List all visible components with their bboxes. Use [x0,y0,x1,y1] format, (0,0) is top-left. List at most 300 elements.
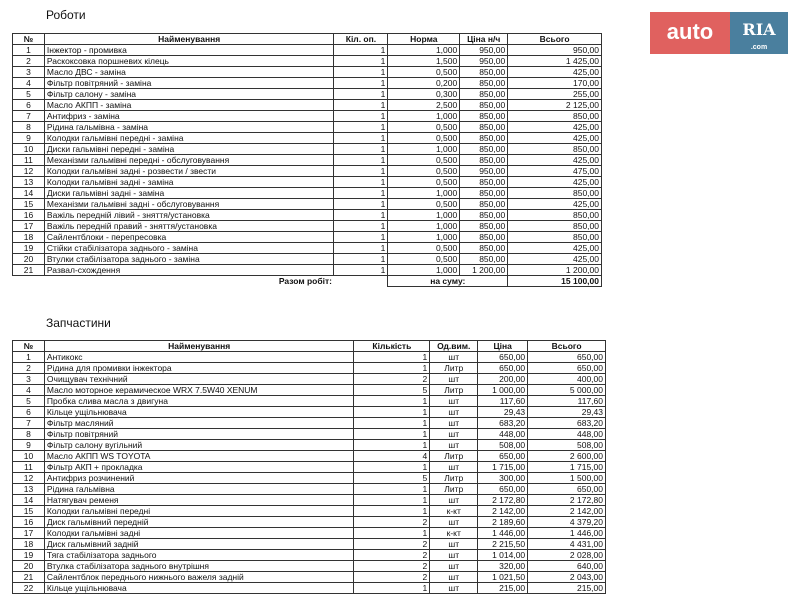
parts-cell: 7 [13,418,45,429]
parts-cell: 2 043,00 [528,572,606,583]
parts-cell: Литр [430,484,478,495]
parts-header-row [13,341,606,352]
parts-cell: к-кт [430,506,478,517]
parts-cell: Тяга стабілізатора заднього [44,550,354,561]
parts-cell: Колодки гальмівні передні [44,506,354,517]
works-cell: Сайлентблоки - перепресовка [44,232,334,243]
works-col-norm: Норма [388,34,460,45]
works-cell: 1 [334,111,388,122]
parts-cell: 6 [13,407,45,418]
parts-cell: 3 [13,374,45,385]
parts-cell: 1 [354,418,430,429]
works-table-row [13,122,602,133]
parts-cell: шт [430,517,478,528]
works-cell: 16 [13,210,45,221]
works-table-row [13,89,602,100]
works-cell: 425,00 [508,199,602,210]
parts-cell: Фільтр АКП + прокладка [44,462,354,473]
works-cell: 1 [334,188,388,199]
parts-table-row [13,517,606,528]
works-table-row [13,45,602,56]
works-cell: Стійки стабілізатора заднього - заміна [44,243,334,254]
works-table-row [13,111,602,122]
parts-table [12,340,606,594]
parts-table-row [13,418,606,429]
parts-cell: 1 [354,506,430,517]
parts-cell: 508,00 [528,440,606,451]
parts-cell: 18 [13,539,45,550]
parts-cell: 2 600,00 [528,451,606,462]
parts-cell: 650,00 [478,352,528,363]
parts-cell: 16 [13,517,45,528]
works-cell: Антифриз - заміна [44,111,334,122]
works-table [12,33,602,287]
works-cell: 1 [334,67,388,78]
works-cell: 425,00 [508,254,602,265]
parts-cell: 1 [354,407,430,418]
parts-cell: Литр [430,473,478,484]
works-cell: 850,00 [460,232,508,243]
parts-cell: Втулка стабілізатора заднього внутрішня [44,561,354,572]
works-cell: 8 [13,122,45,133]
parts-cell: 117,60 [528,396,606,407]
parts-cell: 22 [13,583,45,594]
parts-col-quantity: Кількість [354,341,430,352]
parts-cell: шт [430,396,478,407]
parts-cell: 1 [354,528,430,539]
parts-cell: шт [430,583,478,594]
works-cell: 1 [334,45,388,56]
parts-cell: 4 [13,385,45,396]
parts-cell: 300,00 [478,473,528,484]
works-cell: 0,300 [388,89,460,100]
parts-cell: 1 [354,583,430,594]
works-cell: 1,000 [388,144,460,155]
works-cell: 1 [334,89,388,100]
parts-cell: 2 142,00 [528,506,606,517]
works-cell: 0,500 [388,67,460,78]
works-cell: 425,00 [508,155,602,166]
parts-table-row [13,374,606,385]
parts-cell: 4 379,20 [528,517,606,528]
works-table-row [13,177,602,188]
parts-cell: 20 [13,561,45,572]
works-cell: 850,00 [460,122,508,133]
parts-table-row [13,550,606,561]
parts-cell: 2 172,80 [528,495,606,506]
works-cell: 850,00 [460,133,508,144]
parts-table-row [13,352,606,363]
parts-cell: шт [430,561,478,572]
parts-cell: 448,00 [478,429,528,440]
works-cell: 850,00 [508,221,602,232]
works-table-row [13,243,602,254]
parts-cell: 448,00 [528,429,606,440]
parts-cell: 14 [13,495,45,506]
works-cell: Колодки гальмівні задні - заміна [44,177,334,188]
parts-cell: 1 446,00 [528,528,606,539]
parts-cell: 12 [13,473,45,484]
works-cell: 11 [13,155,45,166]
works-cell: 850,00 [460,210,508,221]
parts-cell: шт [430,374,478,385]
parts-cell: 15 [13,506,45,517]
parts-cell: Пробка слива масла з двигуна [44,396,354,407]
works-table-row [13,166,602,177]
works-col-name: Найменування [44,34,334,45]
works-cell: 0,500 [388,177,460,188]
works-cell: 170,00 [508,78,602,89]
works-cell: Механізми гальмівні передні - обслуговування [44,155,334,166]
works-cell: Масло АКПП - заміна [44,100,334,111]
parts-cell: 13 [13,484,45,495]
parts-cell: 1 446,00 [478,528,528,539]
works-cell: 1 [334,254,388,265]
parts-col-total: Всього [528,341,606,352]
works-cell: Колодки гальмівні задні - розвести / звести [44,166,334,177]
works-cell: 850,00 [508,232,602,243]
works-cell: 1,000 [388,210,460,221]
works-cell: 850,00 [460,155,508,166]
works-cell: 2 125,00 [508,100,602,111]
works-cell: 14 [13,188,45,199]
parts-cell: 2 [354,561,430,572]
parts-cell: шт [430,429,478,440]
works-cell: 1 [334,56,388,67]
parts-cell: 11 [13,462,45,473]
parts-cell: шт [430,462,478,473]
parts-cell: 2 172,80 [478,495,528,506]
parts-table-row [13,363,606,374]
parts-cell: 29,43 [478,407,528,418]
parts-cell: 650,00 [478,363,528,374]
parts-cell: 2 [354,374,430,385]
parts-cell: 5 000,00 [528,385,606,396]
works-cell: 850,00 [460,254,508,265]
parts-cell: 508,00 [478,440,528,451]
works-cell: 1 200,00 [460,265,508,276]
works-cell: 850,00 [460,243,508,254]
works-col-hour-price: Ціна н/ч [460,34,508,45]
works-cell: 1 [334,78,388,89]
works-cell: Важіль передній лівий - зняття/установка [44,210,334,221]
parts-cell: 650,00 [528,352,606,363]
works-table-row [13,232,602,243]
parts-cell: 215,00 [528,583,606,594]
works-table-row [13,67,602,78]
parts-cell: 1 [354,484,430,495]
parts-cell: 1 [354,363,430,374]
works-cell: 1,000 [388,221,460,232]
works-cell: 425,00 [508,122,602,133]
works-cell: 21 [13,265,45,276]
parts-cell: 2 [354,539,430,550]
parts-cell: 2 [354,550,430,561]
parts-cell: 9 [13,440,45,451]
parts-cell: 21 [13,572,45,583]
parts-cell: шт [430,495,478,506]
parts-cell: 640,00 [528,561,606,572]
parts-cell: 8 [13,429,45,440]
works-cell: Фільтр повітряний - заміна [44,78,334,89]
works-cell: 850,00 [508,188,602,199]
works-cell: 850,00 [460,188,508,199]
parts-cell: Кільце ущільнювача [44,583,354,594]
works-cell: 1 [334,177,388,188]
works-cell: 0,500 [388,243,460,254]
parts-cell: 1 715,00 [478,462,528,473]
parts-cell: Литр [430,363,478,374]
logo-domain-text: .com [750,44,768,51]
parts-cell: Диск гальмівний задній [44,539,354,550]
parts-cell: шт [430,440,478,451]
parts-col-unit: Од.вим. [430,341,478,352]
parts-cell: 1 021,50 [478,572,528,583]
works-cell: 255,00 [508,89,602,100]
parts-table-row [13,385,606,396]
works-cell: Фільтр салону - заміна [44,89,334,100]
works-cell: Диски гальмівні передні - заміна [44,144,334,155]
parts-cell: 650,00 [478,451,528,462]
works-cell: 850,00 [508,144,602,155]
works-cell: Інжектор - промивка [44,45,334,56]
works-cell: Развал-схождення [44,265,334,276]
parts-cell: 1 000,00 [478,385,528,396]
works-cell: 950,00 [460,45,508,56]
works-cell: 9 [13,133,45,144]
works-table-row [13,155,602,166]
works-cell: 1 [334,232,388,243]
parts-cell: 4 [354,451,430,462]
parts-section-title: Запчастини [46,316,111,330]
parts-cell: Антифриз розчинений [44,473,354,484]
works-cell: Втулки стабілізатора заднього - заміна [44,254,334,265]
works-col-operations: Кіл. оп. [334,34,388,45]
parts-col-price: Ціна [478,341,528,352]
parts-cell: Фільтр масляний [44,418,354,429]
parts-cell: к-кт [430,528,478,539]
parts-col-name: Найменування [44,341,354,352]
works-cell: 850,00 [460,144,508,155]
works-cell: 18 [13,232,45,243]
parts-cell: Натягувач ременя [44,495,354,506]
works-cell: 1 [334,133,388,144]
parts-cell: 1 [13,352,45,363]
parts-cell: 2 [354,572,430,583]
logo-ria-text: RIA [742,20,776,39]
works-cell: 0,500 [388,133,460,144]
parts-table-row [13,561,606,572]
parts-cell: 17 [13,528,45,539]
works-cell: 1 [334,221,388,232]
parts-table-row [13,539,606,550]
works-sum-label: на суму: [388,276,508,287]
parts-cell: Рідина гальмівна [44,484,354,495]
parts-cell: 683,20 [528,418,606,429]
works-cell: 850,00 [460,199,508,210]
parts-cell: Масло АКПП WS TOYOTA [44,451,354,462]
parts-cell: 2 [354,517,430,528]
works-cell: 0,500 [388,155,460,166]
works-cell: Рідина гальмівна - заміна [44,122,334,133]
auto-ria-logo [650,12,788,54]
works-cell: 7 [13,111,45,122]
works-cell: 15 [13,199,45,210]
parts-cell: шт [430,550,478,561]
parts-cell: Фільтр повітряний [44,429,354,440]
parts-cell: 29,43 [528,407,606,418]
parts-cell: 400,00 [528,374,606,385]
parts-cell: 2 189,60 [478,517,528,528]
works-cell: 1 [334,155,388,166]
parts-table-row [13,429,606,440]
parts-cell: 650,00 [478,484,528,495]
works-cell: 0,500 [388,199,460,210]
works-table-row [13,78,602,89]
parts-cell: шт [430,539,478,550]
works-table-row [13,144,602,155]
parts-col-number: № [13,341,45,352]
works-cell: 10 [13,144,45,155]
logo-ria-badge [730,12,788,54]
parts-cell: Литр [430,451,478,462]
parts-cell: Очищувач технічний [44,374,354,385]
parts-table-row [13,583,606,594]
works-total-value: 15 100,00 [508,276,602,287]
parts-cell: 1 [354,396,430,407]
works-cell: Раскоксовка поршневих кілець [44,56,334,67]
works-cell: 6 [13,100,45,111]
parts-cell: 2 [13,363,45,374]
works-cell: 850,00 [460,89,508,100]
parts-table-row [13,506,606,517]
logo-auto-text: auto [650,12,730,54]
parts-cell: 683,20 [478,418,528,429]
works-cell: 1 [334,199,388,210]
parts-table-row [13,572,606,583]
parts-table-row [13,451,606,462]
parts-table-row [13,484,606,495]
works-header-row [13,34,602,45]
works-section-title: Роботи [46,8,86,22]
parts-cell: Сайлентблок переднього нижнього важеля задній [44,572,354,583]
parts-cell: Масло моторное керамическое WRX 7.5W40 XENUM [44,385,354,396]
works-cell: 950,00 [460,56,508,67]
parts-table-row [13,396,606,407]
works-cell: 425,00 [508,243,602,254]
works-cell: 19 [13,243,45,254]
parts-cell: 1 500,00 [528,473,606,484]
parts-cell: 1 [354,429,430,440]
works-cell: 1 [334,265,388,276]
parts-cell: шт [430,407,478,418]
works-cell: 850,00 [460,67,508,78]
parts-table-row [13,440,606,451]
parts-cell: 117,60 [478,396,528,407]
works-cell: 2 [13,56,45,67]
parts-cell: шт [430,418,478,429]
works-cell: 1 [334,243,388,254]
parts-table-row [13,473,606,484]
parts-cell: 215,00 [478,583,528,594]
works-cell: 425,00 [508,133,602,144]
works-table-row [13,56,602,67]
works-cell: 1,000 [388,232,460,243]
works-cell: 1,500 [388,56,460,67]
works-cell: 425,00 [508,67,602,78]
works-cell: 5 [13,89,45,100]
parts-cell: 650,00 [528,363,606,374]
parts-cell: 5 [13,396,45,407]
parts-cell: 5 [354,473,430,484]
works-cell: 12 [13,166,45,177]
works-cell: 4 [13,78,45,89]
parts-cell: 1 [354,462,430,473]
works-table-row [13,254,602,265]
works-cell: 1,000 [388,111,460,122]
parts-cell: 1 014,00 [478,550,528,561]
parts-table-row [13,495,606,506]
parts-cell: 1 [354,440,430,451]
parts-cell: 5 [354,385,430,396]
parts-cell: Антикокс [44,352,354,363]
works-cell: 1 [334,144,388,155]
works-table-row [13,133,602,144]
works-cell: 850,00 [460,100,508,111]
works-table-row [13,265,602,276]
works-table-row [13,188,602,199]
works-cell: 13 [13,177,45,188]
parts-cell: 1 715,00 [528,462,606,473]
works-cell: 1 [334,166,388,177]
works-cell: 2,500 [388,100,460,111]
parts-cell: 1 [354,352,430,363]
works-cell: 850,00 [508,111,602,122]
works-table-row [13,221,602,232]
works-total-label: Разом робіт: [278,276,332,287]
parts-cell: Литр [430,385,478,396]
parts-cell: Диск гальмівний передній [44,517,354,528]
parts-cell: 19 [13,550,45,561]
parts-cell: 650,00 [528,484,606,495]
parts-cell: 2 028,00 [528,550,606,561]
works-cell: 1 [334,122,388,133]
works-cell: Колодки гальмівні передні - заміна [44,133,334,144]
works-col-number: № [13,34,45,45]
parts-cell: Фільтр салону вугільний [44,440,354,451]
works-cell: Механізми гальмівні задні - обслуговування [44,199,334,210]
parts-cell: 4 431,00 [528,539,606,550]
works-cell: 3 [13,67,45,78]
parts-cell: Колодки гальмівні задні [44,528,354,539]
works-cell: 850,00 [460,78,508,89]
parts-cell: 200,00 [478,374,528,385]
works-cell: 0,500 [388,254,460,265]
parts-cell: 2 215,50 [478,539,528,550]
works-cell: 1,000 [388,188,460,199]
works-table-row [13,100,602,111]
works-cell: 1,000 [388,265,460,276]
parts-cell: 2 142,00 [478,506,528,517]
works-cell: 850,00 [460,221,508,232]
parts-cell: 10 [13,451,45,462]
parts-cell: 1 [354,495,430,506]
works-cell: 1 [13,45,45,56]
works-cell: 1 200,00 [508,265,602,276]
works-total-row [13,276,602,287]
parts-cell: Кільце ущільнювача [44,407,354,418]
works-cell: 850,00 [460,177,508,188]
